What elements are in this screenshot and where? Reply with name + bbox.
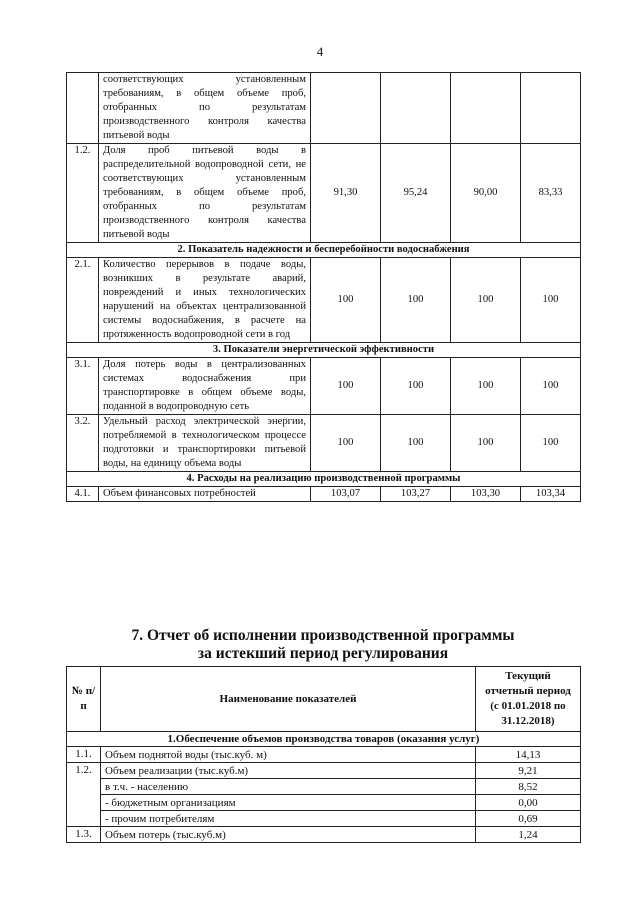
indicator-name: Объем финансовых потребностей: [99, 487, 311, 502]
table-header-row: [67, 667, 581, 732]
row-number: 4.1.: [67, 487, 99, 502]
column-header-period: Текущий отчетный период (с 01.01.2018 по 31.12.2018): [476, 667, 581, 732]
indicator-name: Доля проб питьевой воды в распределительной водопроводной сети, не соответствующих установленным требованиям, в общем объеме проб, отобранных по результатам производственного контроля качества питьевой воды: [99, 144, 311, 243]
value-cell: 14,13: [476, 747, 581, 763]
indicator-name: Количество перерывов в подаче воды, возникших в результате аварий, повреждений и иных технологических нарушений на объектах централизованной системы водоснабжения, в расчете на протяженность водопроводной сети в год: [99, 258, 311, 343]
value-cell: 100: [451, 358, 521, 415]
value-cell: 100: [381, 358, 451, 415]
row-number: 1.2.: [67, 763, 101, 827]
table-row: [67, 827, 581, 843]
value-cell: [311, 73, 381, 144]
indicators-table: [66, 72, 581, 502]
value-cell: 8,52: [476, 779, 581, 795]
indicator-name: - прочим потребителям: [101, 811, 476, 827]
row-number: 3.1.: [67, 358, 99, 415]
value-cell: [521, 73, 581, 144]
value-cell: 90,00: [451, 144, 521, 243]
value-cell: 100: [521, 358, 581, 415]
section-title: 1.Обеспечение объемов производства товаров (оказания услуг): [67, 732, 581, 747]
indicator-name: Доля потерь воды в централизованных системах водоснабжения при транспортировке в общем объеме воды, поданной в водопроводную сеть: [99, 358, 311, 415]
value-cell: 100: [521, 415, 581, 472]
section-header-row: [67, 472, 581, 487]
row-number: 2.1.: [67, 258, 99, 343]
page-number: 4: [316, 44, 324, 59]
value-cell: 83,33: [521, 144, 581, 243]
value-cell: 100: [311, 415, 381, 472]
indicator-name: Объем реализации (тыс.куб.м): [101, 763, 476, 779]
table-row: [67, 144, 581, 243]
value-cell: 100: [311, 258, 381, 343]
column-header-name: Наименование показателей: [101, 667, 476, 732]
section-title: 3. Показатели энергетической эффективности: [67, 343, 581, 358]
table-row: [67, 747, 581, 763]
indicator-name: Объем потерь (тыс.куб.м): [101, 827, 476, 843]
table-row: [67, 73, 581, 144]
row-number: [67, 73, 99, 144]
value-cell: 1,24: [476, 827, 581, 843]
table-row: [67, 779, 581, 795]
value-cell: 100: [521, 258, 581, 343]
section-title: 2. Показатель надежности и бесперебойности водоснабжения: [67, 243, 581, 258]
section-header-row: [67, 243, 581, 258]
value-cell: 100: [381, 258, 451, 343]
value-cell: 103,27: [381, 487, 451, 502]
value-cell: 0,00: [476, 795, 581, 811]
value-cell: 0,69: [476, 811, 581, 827]
section-header-row: [67, 343, 581, 358]
section-header-row: [67, 732, 581, 747]
table-row: [67, 811, 581, 827]
table-row: [67, 415, 581, 472]
table-row: [67, 258, 581, 343]
section-7-title: 7. Отчет об исполнении производственной программы: [131, 627, 515, 644]
indicator-name: Удельный расход электрической энергии, потребляемой в технологическом процессе подготовки и транспортировки питьевой воды, на единицу объема воды: [99, 415, 311, 472]
value-cell: 103,34: [521, 487, 581, 502]
value-cell: 100: [451, 258, 521, 343]
value-cell: 95,24: [381, 144, 451, 243]
value-cell: 9,21: [476, 763, 581, 779]
value-cell: 103,30: [451, 487, 521, 502]
value-cell: 100: [381, 415, 451, 472]
report-table: [66, 666, 581, 843]
indicator-name: в т.ч. - населению: [101, 779, 476, 795]
indicator-name: Объем поднятой воды (тыс.куб. м): [101, 747, 476, 763]
row-number: 1.1.: [67, 747, 101, 763]
value-cell: [381, 73, 451, 144]
section-title: 4. Расходы на реализацию производственной программы: [67, 472, 581, 487]
value-cell: [451, 73, 521, 144]
table-row: [67, 763, 581, 779]
indicator-name: соответствующих установленным требованиям, в общем объеме проб, отобранных по результатам производственного контроля качества питьевой воды: [99, 73, 311, 144]
value-cell: 103,07: [311, 487, 381, 502]
section-7-subtitle: за истекший период регулирования: [197, 645, 449, 662]
value-cell: 100: [311, 358, 381, 415]
table-row: [67, 358, 581, 415]
table-row: [67, 487, 581, 502]
table-row: [67, 795, 581, 811]
value-cell: 100: [451, 415, 521, 472]
value-cell: 91,30: [311, 144, 381, 243]
row-number: 1.2.: [67, 144, 99, 243]
indicator-name: - бюджетным организациям: [101, 795, 476, 811]
column-header-number: № п/п: [67, 667, 101, 732]
row-number: 3.2.: [67, 415, 99, 472]
row-number: 1.3.: [67, 827, 101, 843]
